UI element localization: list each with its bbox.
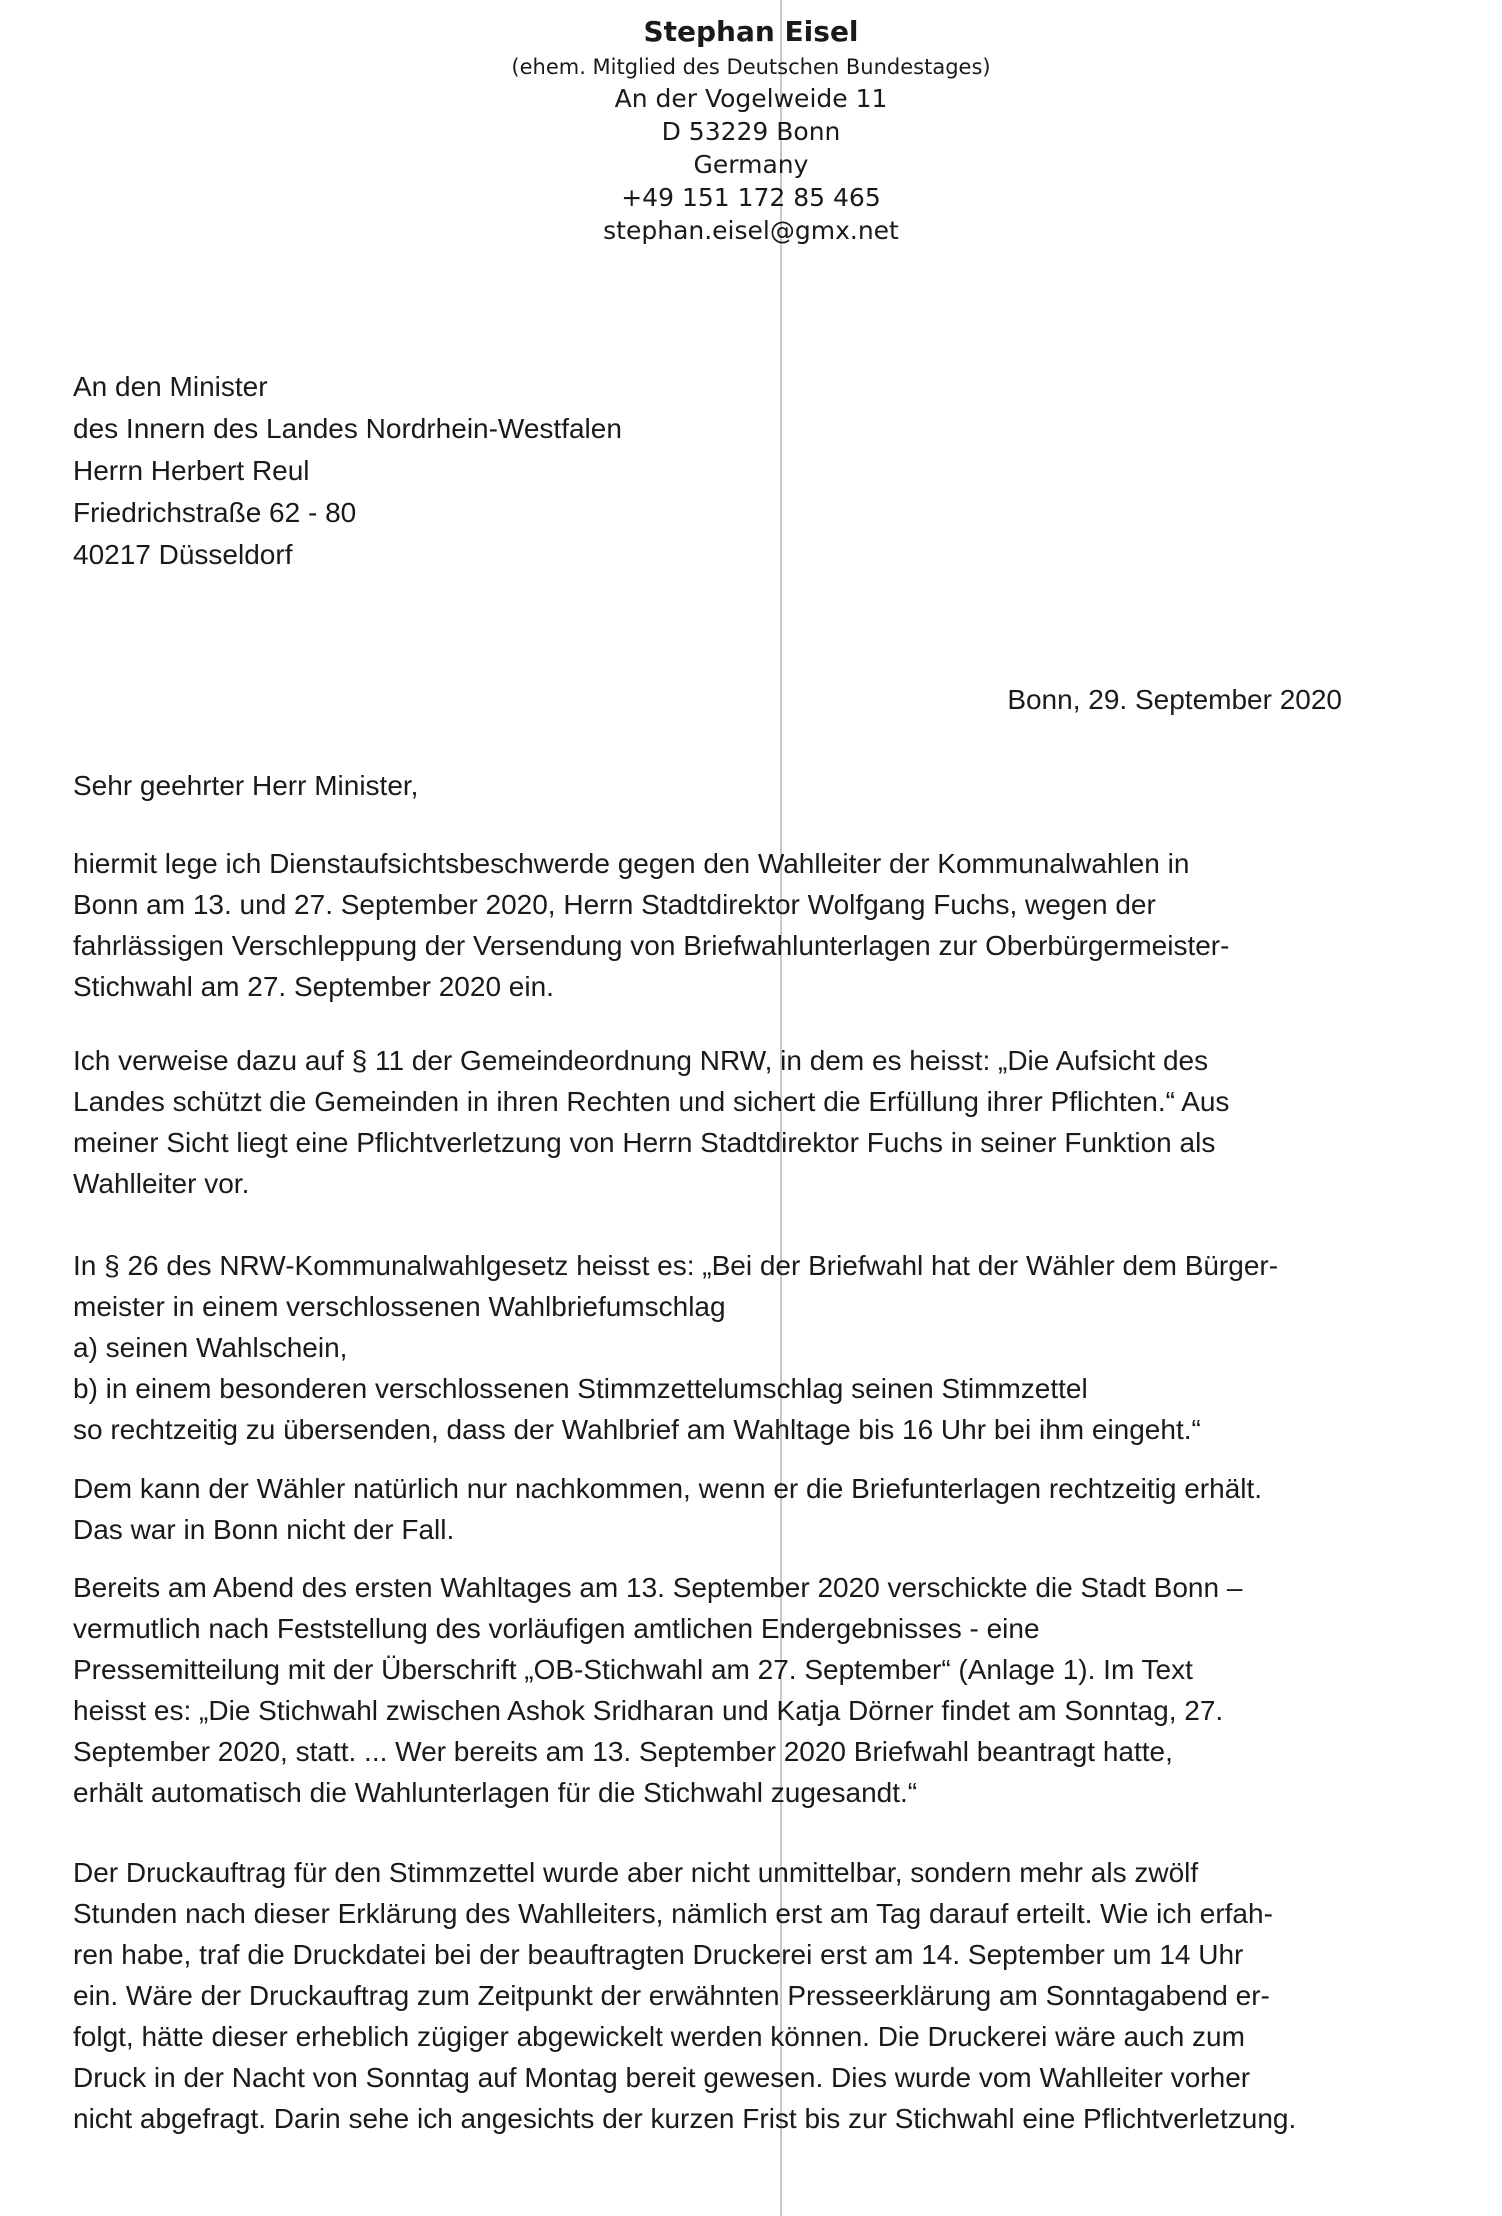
recipient-line: 40217 Düsseldorf xyxy=(73,539,293,570)
sender-country: Germany xyxy=(693,150,809,179)
paragraph-complaint xyxy=(73,843,1408,1007)
text-line: Pressemitteilung mit der Überschrift „OB-Stichwahl am 27. September“ (Anlage 1). Im Text xyxy=(73,1654,1193,1685)
salutation: Sehr geehrter Herr Minister, xyxy=(73,770,419,801)
text-line: Druck in der Nacht von Sonntag auf Montag bereit gewesen. Dies wurde vom Wahlleiter vorher xyxy=(73,2062,1251,2093)
text-line: Bonn am 13. und 27. September 2020, Herrn Stadtdirektor Wolfgang Fuchs, wegen der xyxy=(73,889,1156,920)
text-line: heisst es: „Die Stichwahl zwischen Ashok Sridharan und Katja Dörner findet am Sonntag, 27. xyxy=(73,1695,1224,1726)
sender-phone: +49 151 172 85 465 xyxy=(621,183,881,212)
paragraph-press-release xyxy=(73,1567,1408,1813)
text-line: Dem kann der Wähler natürlich nur nachkommen, wenn er die Briefunterlagen rechtzeitig erhält. xyxy=(73,1473,1263,1504)
text-line: ein. Wäre der Druckauftrag zum Zeitpunkt der erwähnten Presseerklärung am Sonntagabend er- xyxy=(73,1980,1270,2011)
recipient-address xyxy=(73,366,622,576)
text-line: Landes schützt die Gemeinden in ihren Rechten und sichert die Erfüllung ihrer Pflichten.“ Aus xyxy=(73,1086,1230,1117)
text-line: Bereits am Abend des ersten Wahltages am 13. September 2020 verschickte die Stadt Bonn – xyxy=(73,1572,1243,1603)
text-line: Das war in Bonn nicht der Fall. xyxy=(73,1514,455,1545)
sender-letterhead xyxy=(0,12,1502,247)
sender-note: (ehem. Mitglied des Deutschen Bundestages) xyxy=(511,55,991,79)
text-line: ren habe, traf die Druckdatei bei der beauftragten Druckerei erst am 14. September um 14 Uhr xyxy=(73,1939,1244,1970)
paragraph-voter xyxy=(73,1468,1408,1550)
text-line: erhält automatisch die Wahlunterlagen für die Stichwahl zugesandt.“ xyxy=(73,1777,918,1808)
sender-email: stephan.eisel@gmx.net xyxy=(603,216,899,245)
text-line: hiermit lege ich Dienstaufsichtsbeschwerde gegen den Wahlleiter der Kommunalwahlen in xyxy=(73,848,1190,879)
text-line: folgt, hätte dieser erheblich zügiger abgewickelt werden können. Die Druckerei wäre auch zum xyxy=(73,2021,1245,2052)
text-line: b) in einem besonderen verschlossenen Stimmzettelumschlag seinen Stimmzettel xyxy=(73,1373,1088,1404)
text-line: fahrlässigen Verschleppung der Versendung von Briefwahlunterlagen zur Oberbürgermeister- xyxy=(73,930,1230,961)
text-line: In § 26 des NRW-Kommunalwahlgesetz heisst es: „Bei der Briefwahl hat der Wähler dem Bürger- xyxy=(73,1250,1279,1281)
text-line: Wahlleiter vor. xyxy=(73,1168,250,1199)
sender-city: D 53229 Bonn xyxy=(661,117,841,146)
text-line: September 2020, statt. ... Wer bereits am 13. September 2020 Briefwahl beantragt hatte, xyxy=(73,1736,1173,1767)
text-line: nicht abgefragt. Darin sehe ich angesichts der kurzen Frist bis zur Stichwahl eine Pflichtverletzung. xyxy=(73,2103,1297,2134)
text-line: a) seinen Wahlschein, xyxy=(73,1332,348,1363)
text-line: Stunden nach dieser Erklärung des Wahlleiters, nämlich erst am Tag darauf erteilt. Wie ich erfah- xyxy=(73,1898,1273,1929)
paragraph-gemeindeordnung xyxy=(73,1040,1408,1204)
text-line: meister in einem verschlossenen Wahlbriefumschlag xyxy=(73,1291,726,1322)
paragraph-print-order xyxy=(73,1852,1408,2139)
text-line: Stichwahl am 27. September 2020 ein. xyxy=(73,971,554,1002)
sender-name: Stephan Eisel xyxy=(643,15,859,48)
sender-street: An der Vogelweide 11 xyxy=(614,84,888,113)
text-line: Der Druckauftrag für den Stimmzettel wurde aber nicht unmittelbar, sondern mehr als zwölf xyxy=(73,1857,1199,1888)
text-line: so rechtzeitig zu übersenden, dass der Wahlbrief am Wahltage bis 16 Uhr bei ihm eingeht.“ xyxy=(73,1414,1201,1445)
recipient-line: An den Minister xyxy=(73,371,268,402)
letter-date: Bonn, 29. September 2020 xyxy=(1007,684,1342,715)
recipient-line: Friedrichstraße 62 - 80 xyxy=(73,497,357,528)
text-line: Ich verweise dazu auf § 11 der Gemeindeordnung NRW, in dem es heisst: „Die Aufsicht des xyxy=(73,1045,1209,1076)
text-line: vermutlich nach Feststellung des vorläufigen amtlichen Endergebnisses - eine xyxy=(73,1613,1040,1644)
recipient-line: des Innern des Landes Nordrhein-Westfalen xyxy=(73,413,622,444)
text-line: meiner Sicht liegt eine Pflichtverletzung von Herrn Stadtdirektor Fuchs in seiner Funktion als xyxy=(73,1127,1216,1158)
recipient-line: Herrn Herbert Reul xyxy=(73,455,310,486)
paragraph-kommunalwahlgesetz xyxy=(73,1245,1408,1450)
